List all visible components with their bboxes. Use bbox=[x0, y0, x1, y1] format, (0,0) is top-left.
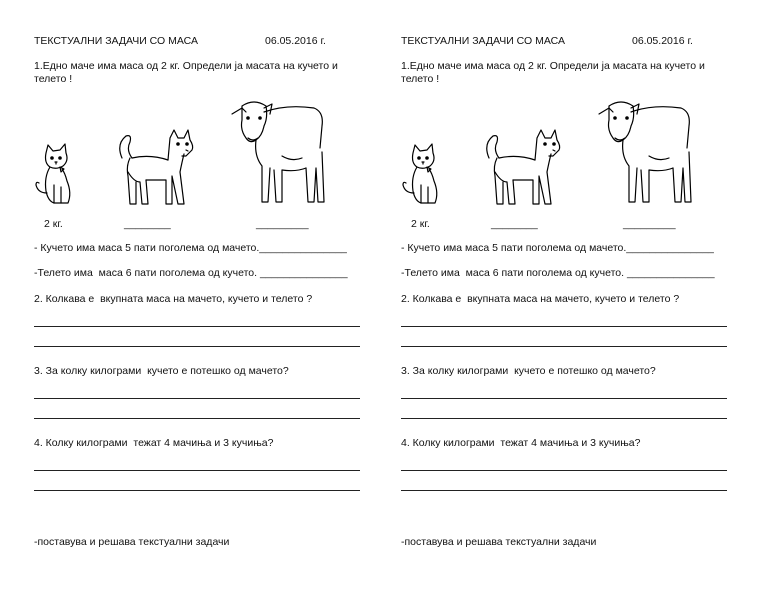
worksheet-date: 06.05.2016 г. bbox=[265, 35, 326, 47]
calf-illustration bbox=[593, 96, 693, 206]
dog-mass-blank[interactable]: ________ bbox=[124, 218, 171, 230]
answer-line[interactable] bbox=[401, 470, 727, 471]
dog-illustration bbox=[116, 128, 196, 206]
calf-mass-blank[interactable]: _________ bbox=[256, 218, 309, 230]
task-2-text: 2. Колкава е вкупната маса на мачето, кучето и телето ? bbox=[401, 293, 680, 305]
cat-mass-label: 2 кг. bbox=[411, 218, 430, 230]
cat-illustration bbox=[401, 143, 443, 205]
calf-mass-blank[interactable]: _________ bbox=[623, 218, 676, 230]
statement-calf: -Телето има маса 6 пати поголема од кучето. _______________ bbox=[401, 267, 715, 279]
task-4-text: 4. Колку килограми тежат 4 мачиња и 3 кучиња? bbox=[34, 437, 274, 449]
answer-line[interactable] bbox=[34, 326, 360, 327]
task-2-text: 2. Колкава е вкупната маса на мачето, кучето и телето ? bbox=[34, 293, 313, 305]
answer-line[interactable] bbox=[34, 490, 360, 491]
worksheet-date: 06.05.2016 г. bbox=[632, 35, 693, 47]
task-3-text: 3. За колку килограми кучето е потешко од мачето? bbox=[401, 365, 656, 377]
answer-line[interactable] bbox=[401, 418, 727, 419]
task-3-text: 3. За колку килограми кучето е потешко од мачето? bbox=[34, 365, 289, 377]
cat-illustration bbox=[34, 143, 76, 205]
answer-line[interactable] bbox=[401, 326, 727, 327]
dog-illustration bbox=[483, 128, 563, 206]
cat-mass-label: 2 кг. bbox=[44, 218, 63, 230]
answer-line[interactable] bbox=[401, 398, 727, 399]
answer-line[interactable] bbox=[34, 418, 360, 419]
statement-dog: - Кучето има маса 5 пати поголема од мачето._______________ bbox=[34, 242, 347, 254]
worksheet-right bbox=[367, 0, 751, 594]
answer-line[interactable] bbox=[401, 490, 727, 491]
worksheet-footer: -поставува и решава текстуални задачи bbox=[401, 536, 597, 548]
answer-line[interactable] bbox=[34, 470, 360, 471]
worksheet-footer: -поставува и решава текстуални задачи bbox=[34, 536, 230, 548]
statement-dog: - Кучето има маса 5 пати поголема од мачето._______________ bbox=[401, 242, 714, 254]
statement-calf: -Телето има маса 6 пати поголема од кучето. _______________ bbox=[34, 267, 348, 279]
answer-line[interactable] bbox=[34, 398, 360, 399]
worksheet-title: ТЕКСТУАЛНИ ЗАДАЧИ СО МАСА bbox=[34, 35, 198, 47]
calf-illustration bbox=[226, 96, 326, 206]
task-1-text: 1.Едно маче има маса од 2 кг. Определи ја масата на кучето и телето ! bbox=[34, 60, 338, 85]
task-1-text: 1.Едно маче има маса од 2 кг. Определи ја масата на кучето и телето ! bbox=[401, 60, 705, 85]
task-4-text: 4. Колку килограми тежат 4 мачиња и 3 кучиња? bbox=[401, 437, 641, 449]
dog-mass-blank[interactable]: ________ bbox=[491, 218, 538, 230]
answer-line[interactable] bbox=[34, 346, 360, 347]
answer-line[interactable] bbox=[401, 346, 727, 347]
worksheet-title: ТЕКСТУАЛНИ ЗАДАЧИ СО МАСА bbox=[401, 35, 565, 47]
